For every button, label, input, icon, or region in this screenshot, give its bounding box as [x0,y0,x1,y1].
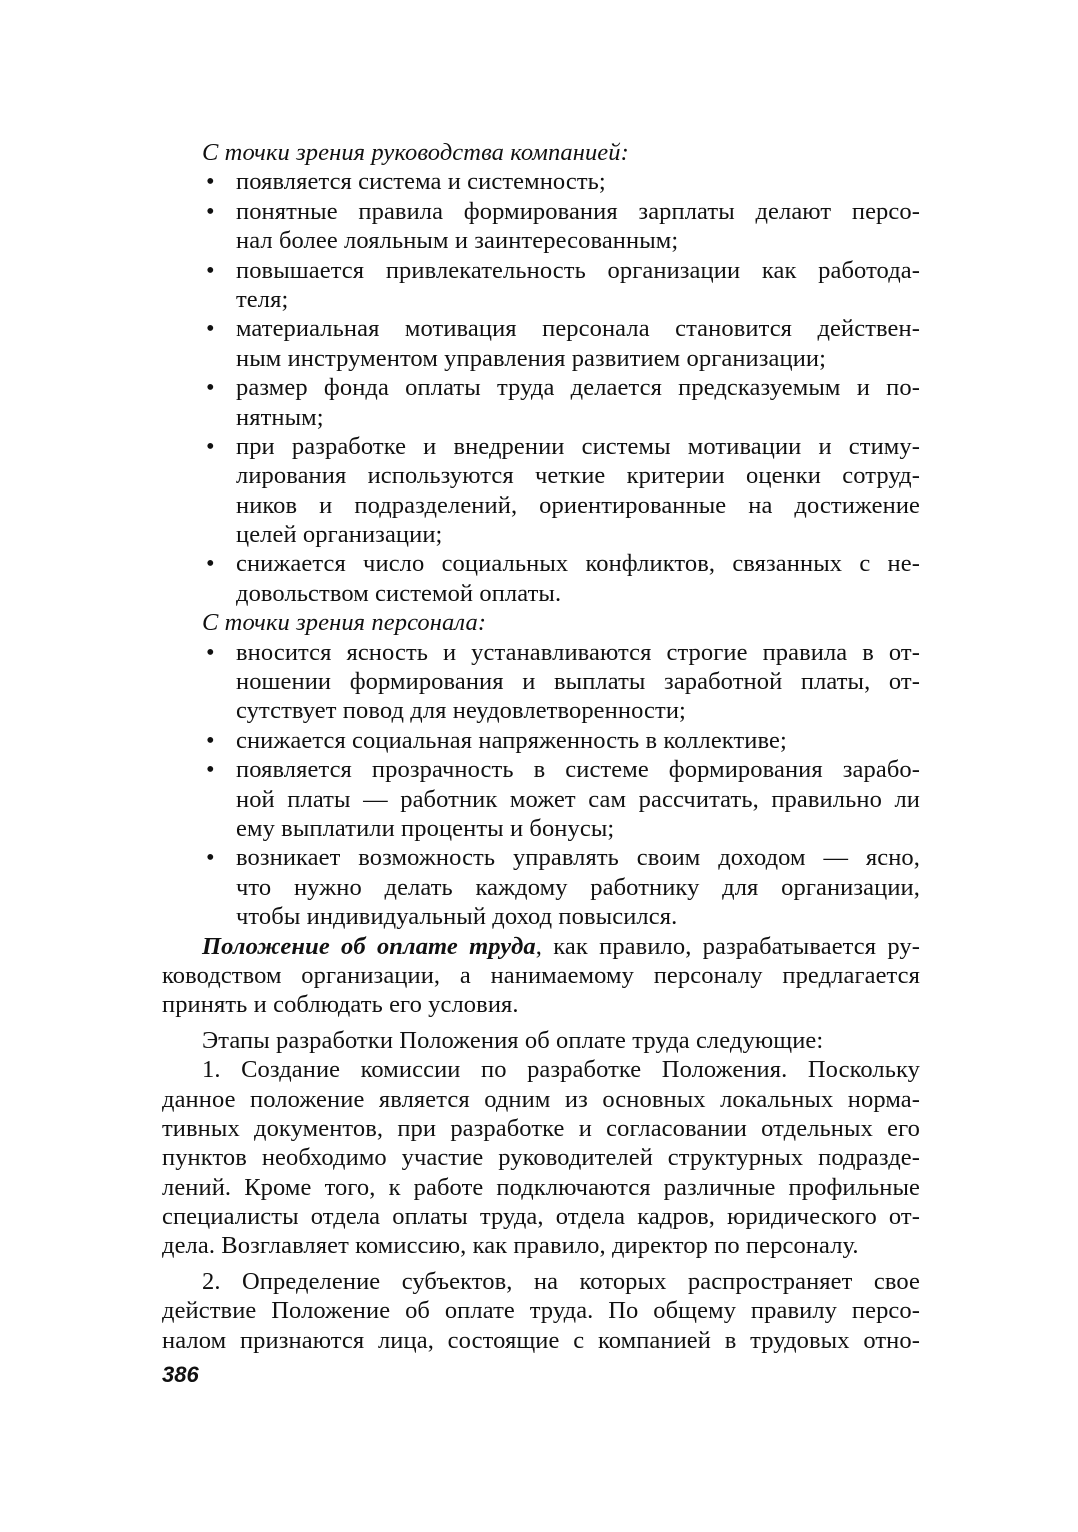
bullet-icon: • [206,256,215,284]
list-item [162,373,920,432]
list-item-line: повышается привлекательность организации как работода- [236,256,920,284]
list-item-line: ной платы — работник может сам рассчитать, правильно ли [236,785,920,813]
management-list [162,167,920,608]
paragraph-line: тивных документов, при разработке и согласовании отдельных его [162,1114,920,1142]
list-item-line: чтобы индивидуальный доход повысился. [236,903,678,931]
paragraph-line: данное положение является одним из основных локальных норма- [162,1085,920,1113]
paragraph-line: , как правило, разрабатывается ру- [535,932,920,960]
list-item [162,638,920,726]
list-item-line: довольством системой оплаты. [236,579,562,607]
list-item-line: появляется система и системность; [236,168,606,196]
list-item-line: лирования используются четкие критерии оценки сотруд- [236,462,920,490]
bullet-icon: • [206,726,215,754]
list-item-line: снижается социальная напряженность в коллективе; [236,726,787,754]
list-item [162,432,920,550]
list-item-line: материальная мотивация персонала становится действен- [236,315,920,343]
stage-2-paragraph [162,1267,920,1355]
list-item-line: теля; [236,285,289,313]
stages-intro: Этапы разработки Положения об оплате труда следующие: [202,1026,824,1054]
page-number: 386 [162,1362,199,1387]
paragraph-line: дела. Возглавляет комиссию, как правило, директор по персоналу. [162,1232,859,1260]
regulation-paragraph [162,932,920,1020]
paragraph-line: лений. Кроме того, к работе подключаются различные профильные [162,1173,920,1201]
paragraph-line: действие Положение об оплате труда. По общему правилу персо- [162,1297,920,1325]
list-item [162,167,920,196]
list-item-line: сутствует повод для неудовлетворенности; [236,697,686,725]
list-item-line: понятные правила формирования зарплаты делают персо- [236,197,920,225]
paragraph-line: 1. Создание комиссии по разработке Положения. Поскольку [202,1056,920,1084]
list-item-line: возникает возможность управлять своим доходом — ясно, [236,844,920,872]
list-item-line: при разработке и внедрении системы мотивации и стиму- [236,432,920,460]
bullet-icon: • [206,197,215,225]
list-item-line: нятным; [236,403,324,431]
list-item-line: ему выплатили проценты и бонусы; [236,814,615,842]
list-item [162,843,920,931]
management-heading: С точки зрения руководства компанией: [202,139,629,166]
paragraph-line: пунктов необходимо участие руководителей структурных подразде- [162,1144,920,1172]
staff-heading: С точки зрения персонала: [202,609,487,637]
list-item [162,755,920,843]
list-item [162,314,920,373]
list-item-line: ношении формирования и выплаты заработной платы, от- [236,668,920,696]
page-body [162,138,920,1355]
bullet-icon: • [206,756,215,784]
list-item-line: вносится ясность и устанавливаются строгие правила в от- [236,638,920,666]
staff-list [162,638,920,932]
list-item [162,549,920,608]
paragraph-line: принять и соблюдать его условия. [162,991,519,1019]
bullet-icon: • [206,638,215,666]
regulation-term: Положение об оплате труда [202,932,536,960]
list-item-line: ников и подразделений, ориентированные на достижение [236,491,920,519]
list-item-line: появляется прозрачность в системе формирования зарабо- [236,756,920,784]
list-item-line: что нужно делать каждому работнику для организации, [236,873,920,901]
bullet-icon: • [206,844,215,872]
paragraph-line: налом признаются лица, состоящие с компанией в трудовых отно- [162,1326,920,1354]
bullet-icon: • [206,168,215,196]
list-item-line: размер фонда оплаты труда делается предсказуемым и по- [236,374,920,402]
list-item [162,197,920,256]
bullet-icon: • [206,315,215,343]
bullet-icon: • [206,432,215,460]
bullet-icon: • [206,550,215,578]
paragraph-line: специалисты отдела оплаты труда, отдела кадров, юридического от- [162,1203,920,1231]
bullet-icon: • [206,374,215,402]
stage-1-paragraph [162,1055,920,1261]
paragraph-line: 2. Определение субъектов, на которых распространяет свое [202,1267,920,1295]
list-item-line: целей организации; [236,521,443,549]
paragraph-line: ководством организации, а нанимаемому персоналу предлагается [162,961,920,989]
list-item-line: снижается число социальных конфликтов, связанных с не- [236,550,920,578]
list-item-line: нал более лояльным и заинтересованным; [236,227,679,255]
list-item [162,726,920,755]
list-item [162,256,920,315]
list-item-line: ным инструментом управления развитием организации; [236,344,827,372]
